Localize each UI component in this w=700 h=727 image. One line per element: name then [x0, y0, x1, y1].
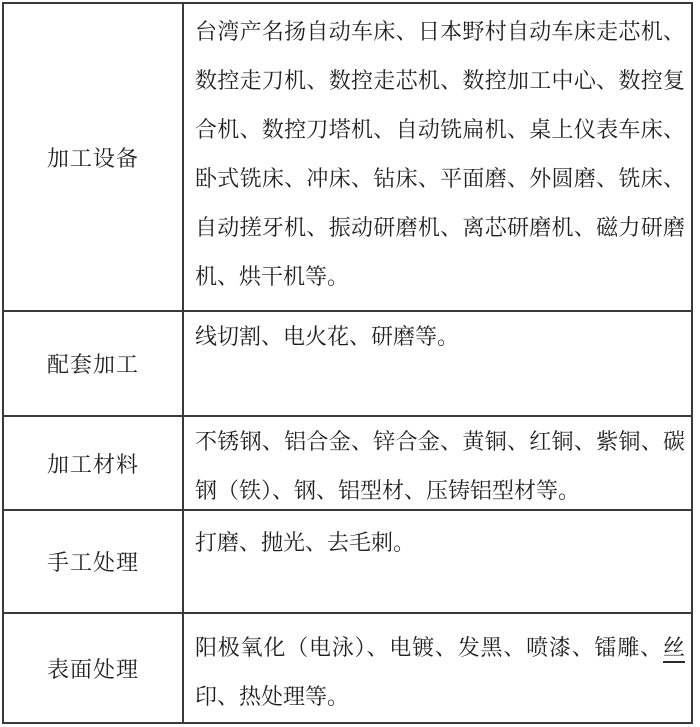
row-content-processing-materials [182, 415, 691, 509]
row-label-processing-equipment [4, 4, 182, 310]
row-label-processing-materials [4, 415, 182, 509]
row-label-supporting-processing [4, 310, 182, 415]
row-content-text: 台湾产名扬自动车床、日本野村自动车床走芯机、数控走刀机、数控走芯机、数控加工中心、数控复合机、数控刀塔机、自动铣扁机、桌上仪表车床、卧式铣床、冲床、钻床、平面磨、外圆磨、铣床、自动搓牙机、振动研磨机、离芯研磨机、磁力研磨机、烘干机等。 [195, 19, 685, 289]
row-content-supporting-processing [182, 310, 691, 415]
capability-spec-table [2, 2, 693, 724]
row-content-surface-treatment [182, 612, 691, 722]
row-label-surface-treatment [4, 612, 182, 722]
row-content-manual-processing [182, 509, 691, 612]
row-content-text-pre: 阳极氧化（电泳）、电镀、发黑、喷漆、镭雕、 [195, 635, 663, 660]
row-content-text-post: 印、热处理等。 [195, 684, 350, 709]
row-label-text: 加工材料 [46, 451, 139, 477]
row-label-text: 手工处理 [46, 550, 139, 575]
row-label-text: 表面处理 [46, 656, 139, 682]
row-content-text-underlined: 丝 [663, 635, 685, 663]
row-content-processing-equipment [182, 4, 691, 310]
row-label-manual-processing [4, 509, 182, 612]
row-content-text: 线切割、电火花、研磨等。 [195, 324, 460, 349]
row-label-text: 配套加工 [46, 352, 139, 377]
row-content-text: 不锈钢、铝合金、锌合金、黄铜、红铜、紫铜、碳钢（铁）、钢、铝型材、压铸铝型材等。 [195, 429, 685, 503]
row-content-text: 打磨、抛光、去毛刺。 [195, 530, 416, 555]
row-label-text: 加工设备 [46, 145, 139, 171]
